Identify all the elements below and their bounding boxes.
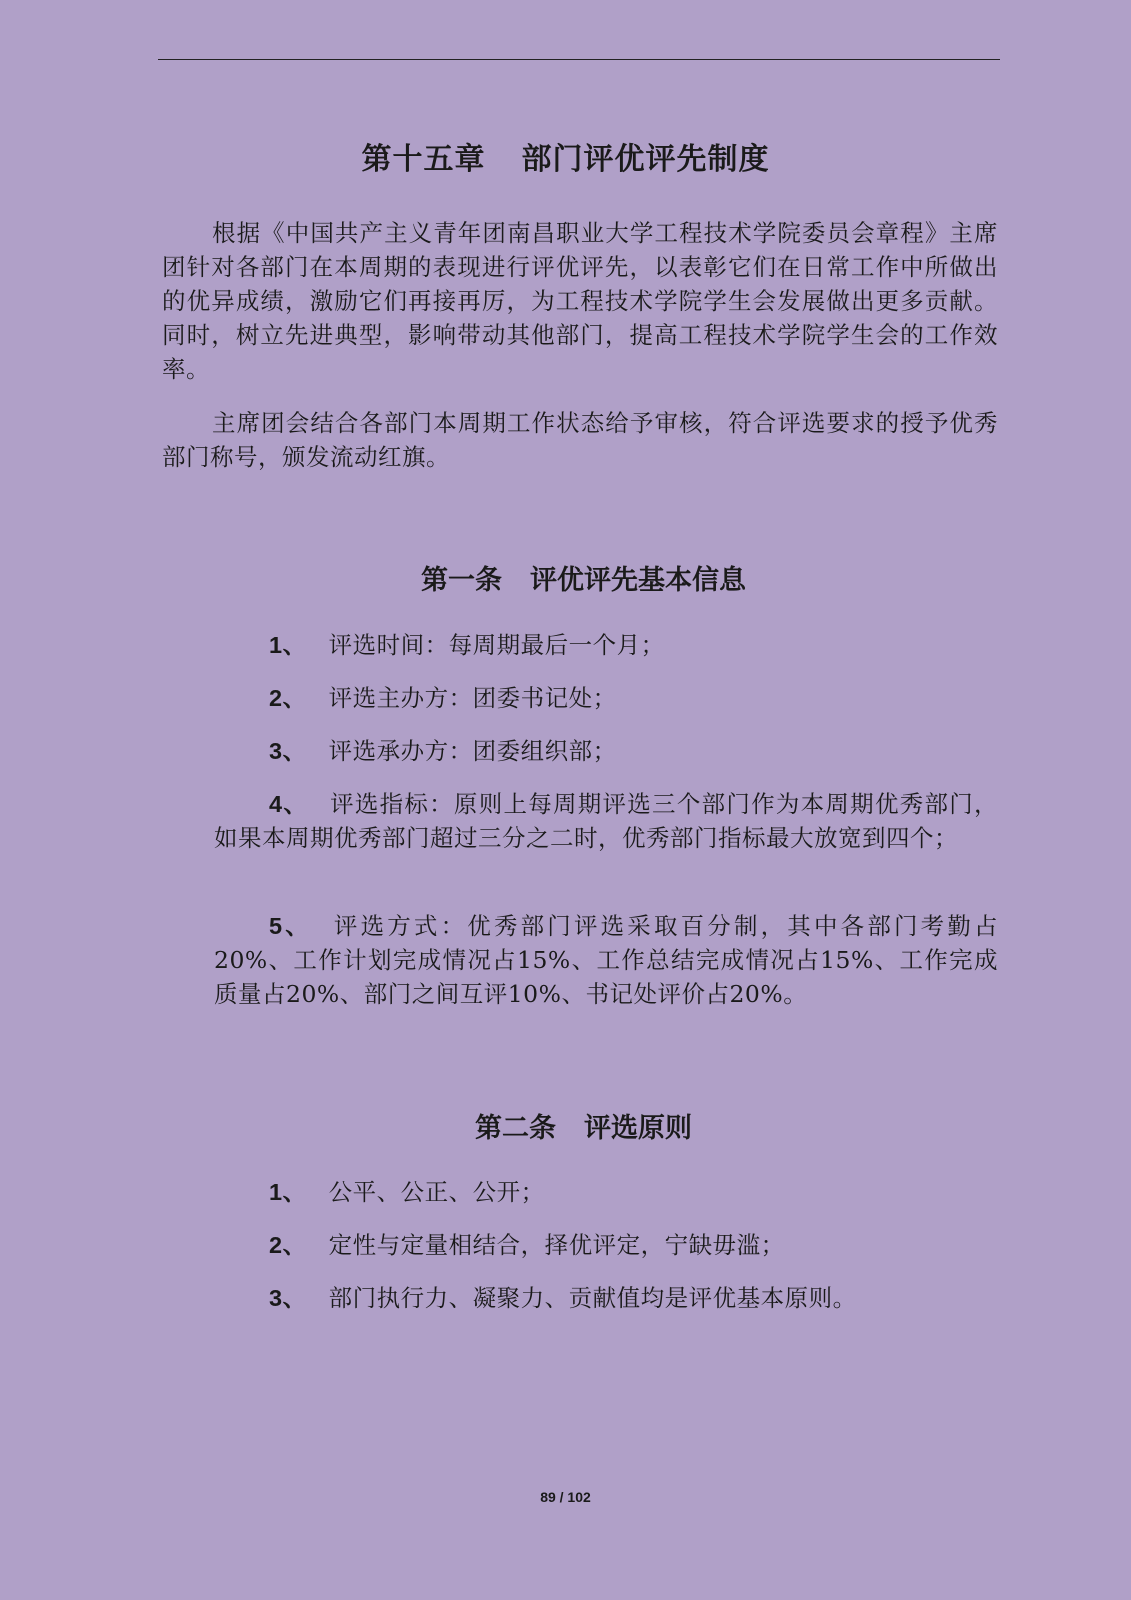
list-item-text: 评选承办方：团委组织部； xyxy=(328,737,617,765)
section-title-text: 评优评先基本信息 xyxy=(530,565,746,596)
list-item-text: 评选时间：每周期最后一个月； xyxy=(328,631,665,659)
list-item-text: 评选方式：优秀部门评选采取百分制，其中各部门考勤占20%、工作计划完成情况占15%、工作总结完成情况占15%、工作完成质量占20%、部门之间互评10%、书记处评价占20%。 xyxy=(214,912,999,1008)
list-item-index: 2、 xyxy=(269,1232,307,1258)
list-item xyxy=(214,628,998,662)
list-item-index: 2、 xyxy=(269,685,307,711)
list-item xyxy=(214,1281,998,1315)
section-title-1 xyxy=(0,562,1131,600)
section-title-text: 评选原则 xyxy=(584,1113,692,1144)
list-item-index: 1、 xyxy=(269,632,307,658)
list-item-index: 5、 xyxy=(269,913,312,939)
intro-paragraph-1: 根据《中国共产主义青年团南昌职业大学工程技术学院委员会章程》主席团针对各部门在本周期的表现进行评优评先，以表彰它们在日常工作中所做出的优异成绩，激励它们再接再厉，为工程技术学院学生会发展做出更多贡献。同时，树立先进典型，影响带动其他部门，提高工程技术学院学生会的工作效率。 xyxy=(162,219,998,383)
list-item xyxy=(214,1228,998,1262)
intro-paragraph-2: 主席团会结合各部门本周期工作状态给予审核，符合评选要求的授予优秀部门称号，颁发流动红旗。 xyxy=(162,409,998,471)
list-item xyxy=(214,787,998,855)
list-item-text: 评选指标：原则上每周期评选三个部门作为本周期优秀部门，如果本周期优秀部门超过三分之二时，优秀部门指标最大放宽到四个； xyxy=(214,790,999,852)
list-item-text: 部门执行力、凝聚力、贡献值均是评优基本原则。 xyxy=(328,1284,857,1312)
list-item-index: 3、 xyxy=(269,738,307,764)
list-item xyxy=(214,909,998,1011)
list-item-index: 1、 xyxy=(269,1179,307,1205)
list-item-text: 评选主办方：团委书记处； xyxy=(328,684,617,712)
chapter-title-text: 部门评优评先制度 xyxy=(521,142,770,177)
list-item xyxy=(214,1175,998,1209)
list-item-text: 公平、公正、公开； xyxy=(328,1178,545,1206)
chapter-title xyxy=(0,140,1131,180)
page-number: 89 / 102 xyxy=(540,1489,591,1505)
list-item xyxy=(214,681,998,715)
list-item-text: 定性与定量相结合，择优评定，宁缺毋滥； xyxy=(328,1231,785,1259)
section-title-2 xyxy=(0,1110,1131,1148)
list-item-index: 3、 xyxy=(269,1285,307,1311)
section-number: 第一条 xyxy=(421,565,502,596)
list-item-index: 4、 xyxy=(269,791,309,817)
chapter-number: 第十五章 xyxy=(361,142,486,177)
list-item xyxy=(214,734,998,768)
header-rule xyxy=(158,59,1000,60)
section-number: 第二条 xyxy=(475,1113,556,1144)
